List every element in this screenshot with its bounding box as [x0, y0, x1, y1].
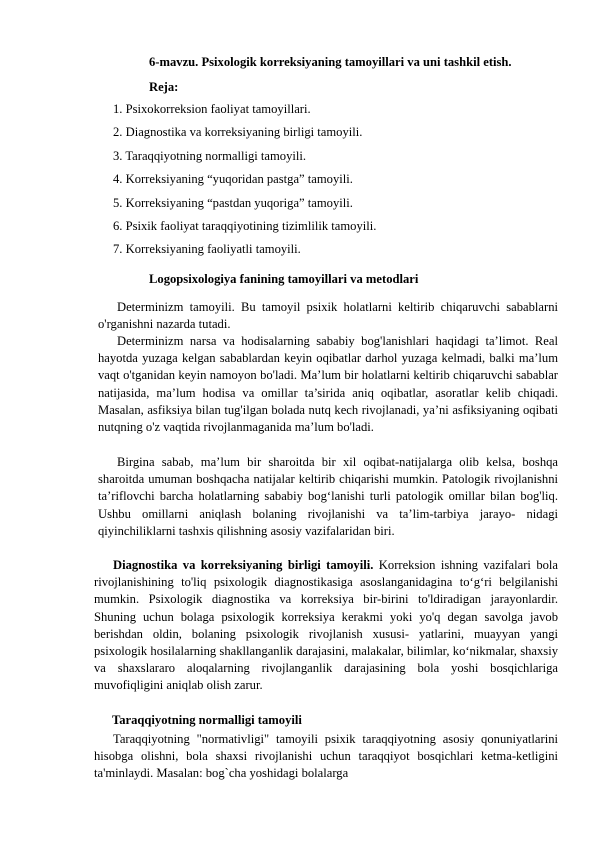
plan-item: 6. Psixik faoliyat taraqqiyotining tizimlilik tamoyili. [113, 218, 377, 233]
paragraph-diagnostics [94, 557, 558, 695]
diagnostics-heading: Diagnostika va korreksiyaning birligi tamoyili. [113, 558, 374, 572]
plan-item: 2. Diagnostika va korreksiyaning birligi tamoyili. [113, 125, 363, 140]
plan-item: 1. Psixokorreksion faoliyat tamoyillari. [113, 102, 311, 116]
plan-item: 4. Korreksiyaning “yuqoridan pastga” tamoyili. [113, 172, 353, 187]
plan-item: 3. Taraqqiyotning normalligi tamoyili. [113, 148, 307, 163]
section-title: Logopsixologiya fanining tamoyillari va metodlari [149, 272, 419, 286]
paragraph-determinism-definition: Determinizm tamoyili. Bu tamoyil psixik holatlarni keltirib chiqaruvchi sabablarni o'rganishni nazarda tutadi. [98, 300, 558, 332]
plan-label: Reja: [149, 80, 179, 94]
plan-item: 7. Korreksiyaning faoliyatli tamoyili. [113, 242, 301, 257]
paragraph-determinism-doctrine: Determinizm narsa va hodisalarning sababiy bog'lanishlari haqidagi ta’limot. Real hayotda yuzaga kelgan sabablardan keyin oqibatlar darhol yuzaga kelmadi, balki ma’lum vaqt o'tganidan keyin namoyon bo'ladi. Ma’lum bir holatlarni keltirib chiqaruvchi sabablar natijasida, ma’lum hodisa va omillar ta’sirida aniq oqibatlar, asoratlar kelib chiqadi. Masalan, asfiksiya bilan tug'ilgan bolada nutq kech rivojlanadi, ya’ni asfiksiyaning oqibati nutqning o'z vaqtida rivojlanmaganida ma’lum bo'ladi. [98, 334, 558, 435]
paragraph-normality: Taraqqiyotning "normativligi" tamoyili psixik taraqqiyotning asosiy qonuniyatlarini hisobga olishni, bola shaxsi rivojlanishi uchun taraqqiyot bosqichlari ketma-ketligini ta'minlaydi. Masalan: bog`cha yoshidagi bolalarga [94, 732, 558, 781]
diagnostics-text: Korreksion ishning vazifalari bola rivojlanishining to'liq psixologik diagnostikasiga asoslanganidagina to‘g‘ri belgilanishi mumkin. Psixologik diagnostika va korreksiya bir-birini to'ldiradigan jarayonlardir. Shuning uchun bolaga psixologik korreksiya kerakmi yoki yo'q degan savolga javob berishdan oldin, bolaning psixologik rivojlanish xususi- yatlarini, muayyan yangi psixologik hosilalarning shakllanganlik darajasini, malakalar, bilimlar, ko‘nikmalar, shaxsiy va shaxslararo aloqalarning rivojlanganlik darajasining bola yoshi bosqichlariga muvofiqligini aniqlab olish zarur. [94, 558, 559, 693]
normality-heading: Taraqqiyotning normalligi tamoyili [112, 713, 302, 727]
paragraph-determinism-causes: Birgina sabab, ma’lum bir sharoitda bir xil oqibat-natijalarga olib kelsa, boshqa sharoitda umuman boshqacha natijalar keltirib chiqarishi mumkin. Patologik rivojlanishni ta’riflovchi barcha holatlarning sababiy bog‘lanishi turli patologik omillar bilan bog'liq. Ushbu omillarni aniqlash bolaning rivojlanishi va ta’lim-tarbiya jarayo- nidagi qiyinchiliklarni tashxis qilishning asosiy vazifalaridan biri. [98, 455, 558, 538]
plan-list [113, 100, 376, 264]
plan-item: 5. Korreksiyaning “pastdan yuqoriga” tamoyili. [113, 195, 353, 210]
document-title: 6-mavzu. Psixologik korreksiyaning tamoyillari va uni tashkil etish. [149, 55, 512, 69]
